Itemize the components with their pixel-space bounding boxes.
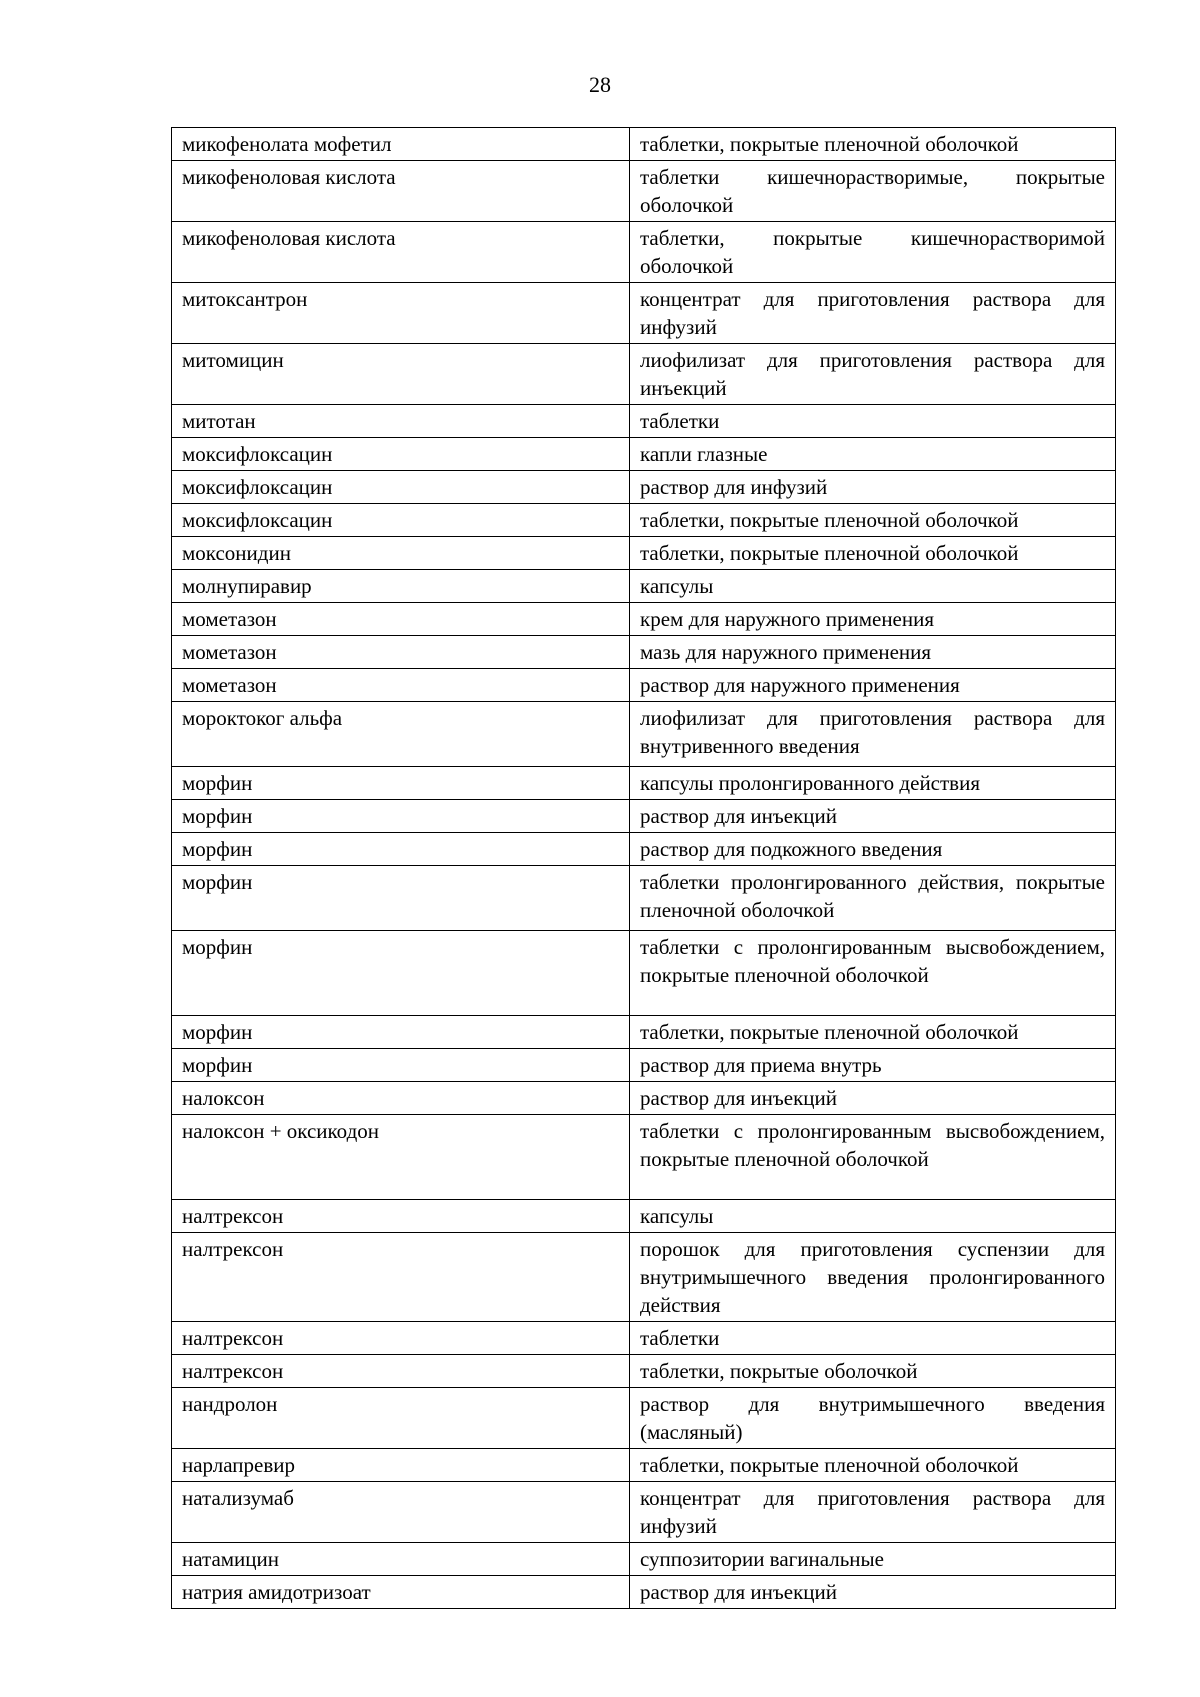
dosage-form-cell: капсулы пролонгированного действия	[630, 767, 1116, 800]
table-row	[172, 1482, 1116, 1543]
dosage-form-cell: раствор для наружного применения	[630, 669, 1116, 702]
dosage-form-cell: таблетки, покрытые пленочной оболочкой	[630, 537, 1116, 570]
table-row	[172, 866, 1116, 931]
dosage-form-cell: раствор для инъекций	[630, 1082, 1116, 1115]
table-row	[172, 222, 1116, 283]
table-row	[172, 833, 1116, 866]
drug-name-cell: налтрексон	[172, 1322, 630, 1355]
drug-name-cell: морфин	[172, 931, 630, 1016]
drug-name-cell: микофенолата мофетил	[172, 128, 630, 161]
drug-name-cell: морфин	[172, 1016, 630, 1049]
table-row	[172, 1049, 1116, 1082]
table-row	[172, 1322, 1116, 1355]
drug-name-cell: моксифлоксацин	[172, 471, 630, 504]
dosage-form-cell: порошок для приготовления суспензии для внутримышечного введения пролонгированного действия	[630, 1233, 1116, 1322]
dosage-form-cell: мазь для наружного применения	[630, 636, 1116, 669]
dosage-form-cell: раствор для подкожного введения	[630, 833, 1116, 866]
table-row	[172, 603, 1116, 636]
drug-form-table	[171, 127, 1116, 1609]
drug-name-cell: налтрексон	[172, 1355, 630, 1388]
table-row	[172, 1355, 1116, 1388]
table-row	[172, 1388, 1116, 1449]
drug-name-cell: натамицин	[172, 1543, 630, 1576]
dosage-form-cell: раствор для инфузий	[630, 471, 1116, 504]
drug-name-cell: митомицин	[172, 344, 630, 405]
drug-name-cell: морфин	[172, 1049, 630, 1082]
table-row	[172, 438, 1116, 471]
table-row	[172, 1576, 1116, 1609]
dosage-form-cell: капли глазные	[630, 438, 1116, 471]
drug-name-cell: мороктоког альфа	[172, 702, 630, 767]
dosage-form-cell: таблетки, покрытые пленочной оболочкой	[630, 128, 1116, 161]
drug-name-cell: моксонидин	[172, 537, 630, 570]
table-row	[172, 702, 1116, 767]
drug-name-cell: нандролон	[172, 1388, 630, 1449]
drug-name-cell: налоксон	[172, 1082, 630, 1115]
table-row	[172, 1016, 1116, 1049]
drug-name-cell: морфин	[172, 833, 630, 866]
table-row	[172, 1449, 1116, 1482]
table-row	[172, 344, 1116, 405]
dosage-form-cell: лиофилизат для приготовления раствора для инъекций	[630, 344, 1116, 405]
dosage-form-cell: раствор для внутримышечного введения (масляный)	[630, 1388, 1116, 1449]
table-row	[172, 1233, 1116, 1322]
drug-name-cell: митотан	[172, 405, 630, 438]
dosage-form-cell: таблетки	[630, 405, 1116, 438]
dosage-form-cell: капсулы	[630, 1200, 1116, 1233]
drug-name-cell: микофеноловая кислота	[172, 161, 630, 222]
dosage-form-cell: крем для наружного применения	[630, 603, 1116, 636]
drug-name-cell: нарлапревир	[172, 1449, 630, 1482]
page-number: 28	[589, 72, 611, 97]
drug-name-cell: морфин	[172, 767, 630, 800]
table-row	[172, 128, 1116, 161]
dosage-form-cell: таблетки, покрытые оболочкой	[630, 1355, 1116, 1388]
dosage-form-cell: таблетки, покрытые пленочной оболочкой	[630, 1016, 1116, 1049]
table-row	[172, 1200, 1116, 1233]
table-row	[172, 471, 1116, 504]
table-row	[172, 161, 1116, 222]
table-row	[172, 669, 1116, 702]
table-row	[172, 931, 1116, 1016]
dosage-form-cell: раствор для приема внутрь	[630, 1049, 1116, 1082]
dosage-form-cell: суппозитории вагинальные	[630, 1543, 1116, 1576]
table-row	[172, 800, 1116, 833]
table-row	[172, 537, 1116, 570]
table-row	[172, 570, 1116, 603]
drug-name-cell: налтрексон	[172, 1233, 630, 1322]
table-row	[172, 767, 1116, 800]
dosage-form-cell: таблетки, покрытые пленочной оболочкой	[630, 504, 1116, 537]
drug-name-cell: морфин	[172, 800, 630, 833]
drug-name-cell: молнупиравир	[172, 570, 630, 603]
drug-name-cell: моксифлоксацин	[172, 438, 630, 471]
dosage-form-cell: таблетки	[630, 1322, 1116, 1355]
table-row	[172, 1115, 1116, 1200]
dosage-form-cell: раствор для инъекций	[630, 800, 1116, 833]
drug-name-cell: натализумаб	[172, 1482, 630, 1543]
table-row	[172, 1543, 1116, 1576]
drug-name-cell: мометазон	[172, 669, 630, 702]
dosage-form-cell: таблетки кишечнорастворимые, покрытые оболочкой	[630, 161, 1116, 222]
dosage-form-cell: таблетки, покрытые пленочной оболочкой	[630, 1449, 1116, 1482]
dosage-form-cell: лиофилизат для приготовления раствора для внутривенного введения	[630, 702, 1116, 767]
drug-name-cell: налтрексон	[172, 1200, 630, 1233]
dosage-form-cell: концентрат для приготовления раствора для инфузий	[630, 283, 1116, 344]
dosage-form-cell: таблетки, покрытые кишечнорастворимой оболочкой	[630, 222, 1116, 283]
drug-name-cell: натрия амидотризоат	[172, 1576, 630, 1609]
dosage-form-cell: капсулы	[630, 570, 1116, 603]
dosage-form-cell: таблетки с пролонгированным высвобождением, покрытые пленочной оболочкой	[630, 931, 1116, 1016]
table-row	[172, 636, 1116, 669]
drug-name-cell: митоксантрон	[172, 283, 630, 344]
drug-name-cell: микофеноловая кислота	[172, 222, 630, 283]
drug-form-table-body	[172, 128, 1116, 1609]
drug-name-cell: налоксон + оксикодон	[172, 1115, 630, 1200]
table-row	[172, 283, 1116, 344]
dosage-form-cell: таблетки с пролонгированным высвобождением, покрытые пленочной оболочкой	[630, 1115, 1116, 1200]
drug-name-cell: моксифлоксацин	[172, 504, 630, 537]
drug-name-cell: морфин	[172, 866, 630, 931]
drug-name-cell: мометазон	[172, 603, 630, 636]
dosage-form-cell: концентрат для приготовления раствора для инфузий	[630, 1482, 1116, 1543]
dosage-form-cell: таблетки пролонгированного действия, покрытые пленочной оболочкой	[630, 866, 1116, 931]
drug-name-cell: мометазон	[172, 636, 630, 669]
table-row	[172, 504, 1116, 537]
dosage-form-cell: раствор для инъекций	[630, 1576, 1116, 1609]
table-row	[172, 405, 1116, 438]
table-row	[172, 1082, 1116, 1115]
